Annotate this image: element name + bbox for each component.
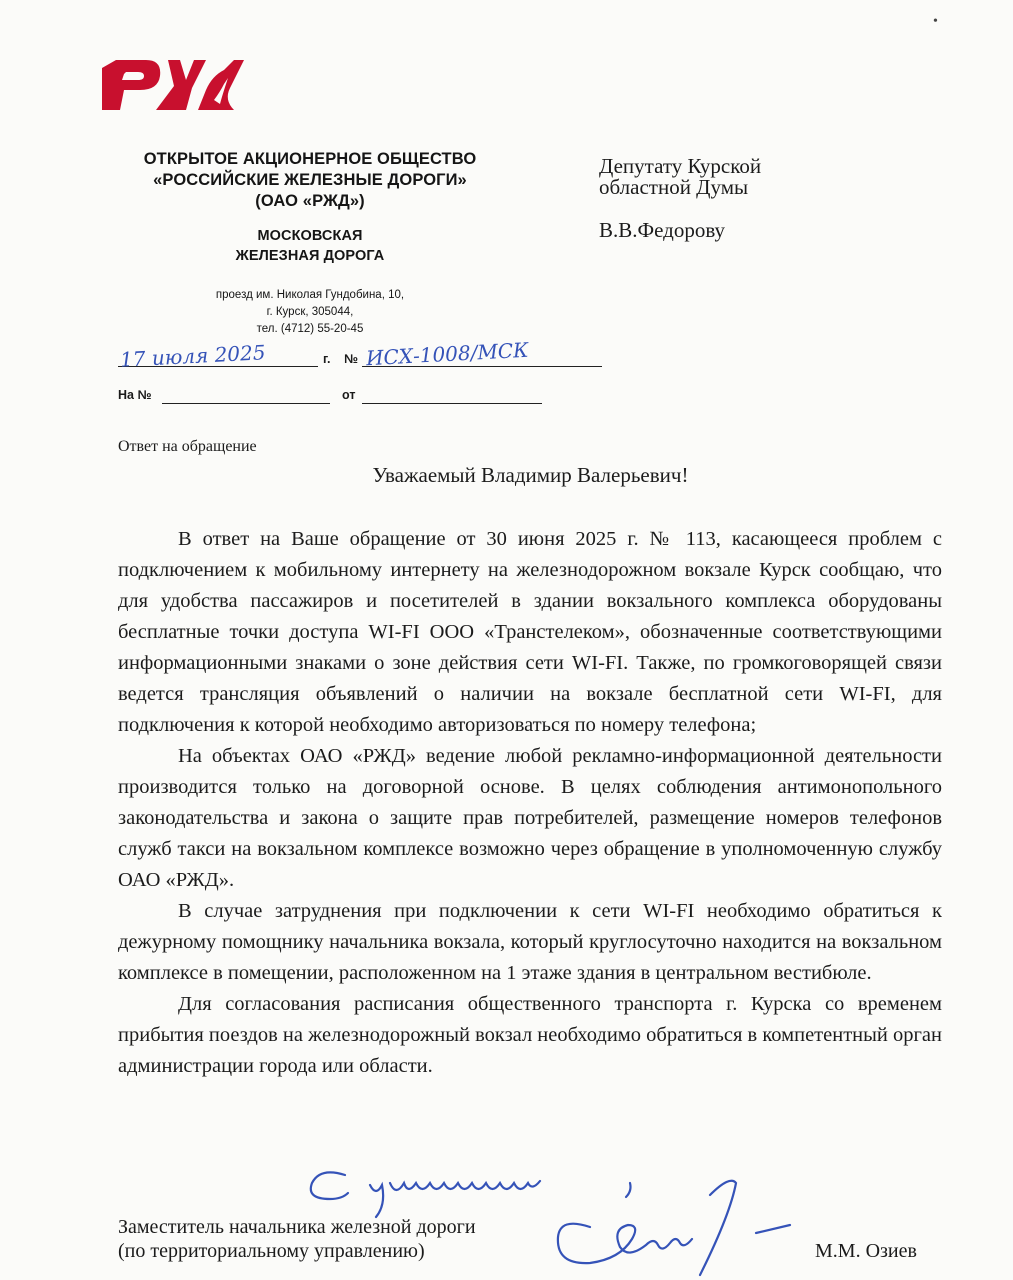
signer-name: М.М. Озиев bbox=[815, 1240, 917, 1262]
handwritten-number: ИСХ-1008/МСК bbox=[365, 337, 530, 371]
incoming-from-label: от bbox=[342, 388, 356, 402]
letterhead-organization bbox=[100, 149, 520, 212]
recipient-line: Депутату Курской bbox=[599, 154, 762, 178]
org-line: ОТКРЫТОЕ АКЦИОНЕРНОЕ ОБЩЕСТВО bbox=[143, 150, 477, 168]
incoming-date-blank bbox=[362, 389, 542, 404]
number-label: № bbox=[344, 352, 358, 366]
outgoing-reference bbox=[118, 337, 638, 372]
rzd-logo bbox=[94, 48, 244, 118]
letter-body bbox=[118, 524, 942, 1082]
corner-mark: • bbox=[933, 14, 938, 29]
dept-line: ЖЕЛЕЗНАЯ ДОРОГА bbox=[235, 248, 385, 264]
body-paragraph: В ответ на Ваше обращение от 30 июня 2025 г. № 113, касающееся проблем с подключением к мобильному интернету на железнодорожном вокзале Курск сообщаю, что для удобства пассажиров и посетителей в здании вокзального комплекса оборудованы бесплатные точки доступа WI-FI ООО «Транстелеком», обозначенные соответствующими информационными знаками о зоне действия сети WI-FI. Также, по громкоговорящей связи ведется трансляция объявлений о наличии на вокзале бесплатной сети WI-FI, для подключения к которой необходимо авторизоваться по номеру телефона; bbox=[118, 528, 942, 736]
recipient-block bbox=[599, 156, 761, 241]
body-paragraph: В случае затруднения при подключении к сети WI-FI необходимо обратиться к дежурному помощнику начальника вокзала, который круглосуточно находится на вокзальном комплексе в помещении, расположенном на 1 этаже здания в центральном вестибюле. bbox=[118, 900, 942, 984]
handwritten-date: 17 июля 2025 bbox=[119, 340, 267, 372]
position-line: (по территориальному управлению) bbox=[118, 1240, 425, 1262]
recipient-name: В.В.Федорову bbox=[599, 218, 726, 242]
address-line: тел. (4712) 55-20-45 bbox=[256, 323, 364, 335]
incoming-number-blank bbox=[162, 389, 330, 404]
signatory-position bbox=[118, 1215, 476, 1263]
dept-line: МОСКОВСКАЯ bbox=[257, 228, 363, 244]
org-line: (ОАО «РЖД») bbox=[255, 192, 365, 210]
incoming-number-label: На № bbox=[118, 388, 152, 402]
body-paragraph: Для согласования расписания общественного транспорта г. Курска со временем прибытия поездов на железнодорожный вокзал необходимо обратиться в компетентный орган администрации города или области. bbox=[118, 993, 942, 1077]
address-line: г. Курск, 305044, bbox=[266, 306, 354, 318]
address-line: проезд им. Николая Гундобина, 10, bbox=[215, 289, 405, 301]
letterhead-address bbox=[100, 287, 520, 338]
salutation: Уважаемый Владимир Валерьевич! bbox=[372, 463, 689, 487]
year-suffix: г. bbox=[323, 352, 331, 366]
recipient-line: областной Думы bbox=[599, 175, 749, 199]
org-line: «РОССИЙСКИЕ ЖЕЛЕЗНЫЕ ДОРОГИ» bbox=[153, 171, 467, 189]
subject-line: Ответ на обращение bbox=[118, 438, 257, 455]
position-line: Заместитель начальника железной дороги bbox=[118, 1216, 476, 1238]
body-paragraph: На объектах ОАО «РЖД» ведение любой рекламно-информационной деятельности производится только на договорной основе. В целях соблюдения антимонопольного законодательства и закона о защите прав потребителей, размещение номеров телефонов служб такси на вокзальном комплексе возможно через обращение в уполномоченную службу ОАО «РЖД». bbox=[118, 745, 942, 891]
letterhead-department bbox=[100, 226, 520, 266]
incoming-reference bbox=[118, 386, 558, 406]
